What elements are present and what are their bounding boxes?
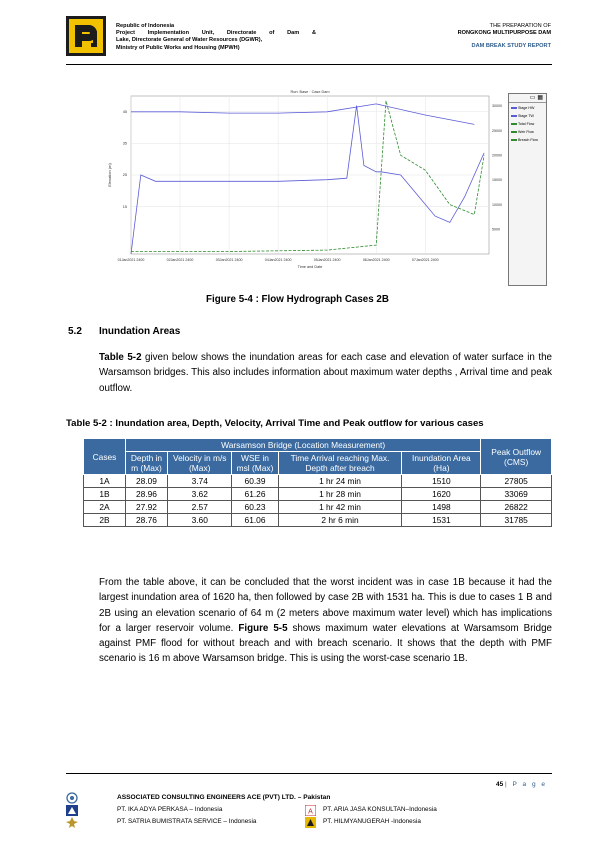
- sbs-logo: [66, 815, 78, 833]
- pu-logo: [66, 16, 106, 56]
- table-row: [84, 475, 552, 488]
- inundation-table: [83, 438, 552, 527]
- header-rule: [66, 64, 552, 65]
- table-icon[interactable]: ▦: [537, 95, 543, 101]
- table-title: Table 5-2 : Inundation area, Depth, Velocity, Arrival Time and Peak outflow for various cases: [66, 418, 484, 429]
- table-cell: 28.76: [125, 514, 167, 527]
- col-peak: Peak Outflow (CMS): [481, 439, 552, 475]
- partner-name: PT. SATRIA BUMISTRATA SERVICE – Indonesia: [117, 818, 257, 825]
- hilmy-logo: [305, 815, 316, 833]
- table-cell: 33069: [481, 488, 552, 501]
- svg-text:A: A: [308, 808, 313, 816]
- table-cell: 3.60: [167, 514, 232, 527]
- client-line: Project Implementation Unit, Directorate of Dam &: [116, 30, 316, 37]
- hydrograph-chart: [99, 86, 542, 284]
- col-cases: Cases: [84, 439, 126, 475]
- col-arrival: Time Arrival reaching Max. Depth after breach: [278, 452, 402, 475]
- table-cell: 1B: [84, 488, 126, 501]
- intro-text: given below shows the inundation areas for each case and elevation of water surface in the Warsamson bridges. This also includes information about maximum water depths , Arrival time and peak outflow.: [99, 352, 552, 394]
- legend-item: [511, 138, 544, 142]
- table-cell: 1A: [84, 475, 126, 488]
- project-line: RONGKONG MULTIPURPOSE DAM: [457, 30, 551, 37]
- y-right-tick-label: 15000: [492, 178, 502, 183]
- figure-ref: Figure 5-5: [238, 622, 288, 634]
- y-right-tick-label: 20000: [492, 153, 502, 158]
- x-tick-label: 04Jan2021 2400: [264, 258, 292, 262]
- client-line: Ministry of Public Works and Housing (MPWH): [116, 44, 240, 51]
- print-icon[interactable]: ▭: [529, 95, 536, 101]
- hydrograph-svg: [99, 86, 542, 284]
- table-ref: Table 5-2: [99, 352, 142, 363]
- page-label: | P a g e: [505, 781, 547, 788]
- x-axis-label: Time and Date: [297, 265, 323, 269]
- partner-name: PT. HILMYANUGERAH -Indonesia: [323, 818, 421, 825]
- table-cell: 28.96: [125, 488, 167, 501]
- legend-label: Stage HW: [518, 106, 535, 110]
- col-area: Inundation Area (Ha): [402, 452, 481, 475]
- intro-paragraph: [99, 350, 552, 396]
- table-cell: 28.09: [125, 475, 167, 488]
- table-cell: 1498: [402, 501, 481, 514]
- legend-item: [511, 130, 544, 134]
- x-tick-label: 07Jan2021 2400: [411, 258, 439, 262]
- client-line: Lake, Directorate General of Water Resources (DGWR),: [116, 37, 263, 44]
- x-tick-label: 05Jan2021 2400: [313, 258, 341, 262]
- x-tick-label: 06Jan2021 2400: [362, 258, 390, 262]
- section-number: 5.2: [68, 326, 82, 337]
- table-cell: 1531: [402, 514, 481, 527]
- x-tick-label: 02Jan2021 2400: [166, 258, 194, 262]
- partner-name: PT. ARIA JASA KONSULTAN–Indonesia: [323, 806, 437, 813]
- legend-label: Stage TW: [518, 114, 534, 118]
- col-velocity: Velocity in m/s (Max): [167, 452, 232, 475]
- y-left-tick-label: 35: [122, 141, 127, 146]
- table-cell: 3.74: [167, 475, 232, 488]
- legend-swatch: [511, 123, 517, 125]
- legend-swatch: [511, 115, 517, 117]
- project-line: THE PREPARATION OF: [489, 23, 551, 29]
- table-cell: 61.06: [232, 514, 278, 527]
- client-line: Republic of Indonesia: [116, 23, 175, 29]
- table-cell: 1620: [402, 488, 481, 501]
- conclusion-text: From the table above, it can be concluded that the worst incident was in case 1B because it had the largest inundation area of 1620 ha, then followed by case 2B with 1531 ha. This is due to cases 1 B and 2B using an elevation scenario of 64 m (2 meters above maximum water level) which has implications for a larger reservoir volume.: [99, 577, 552, 634]
- table-cell: 1 hr 42 min: [278, 501, 402, 514]
- y-right-tick-label: 10000: [492, 202, 502, 207]
- table-cell: 3.62: [167, 488, 232, 501]
- legend-item: [511, 114, 544, 118]
- conclusion-text: shows maximum water elevations at Warsamsom Bridge against PMF flood for without breach and with breach scenario. It shows that the depth with PMF scenario is 16 m above Warsamson bridge. This is using the worst-case scenario 1B.: [99, 622, 552, 665]
- legend-label: Total Flow: [518, 122, 535, 126]
- legend-swatch: [511, 107, 517, 109]
- table-row: [84, 501, 552, 514]
- client-block: [116, 23, 316, 52]
- project-block: [458, 23, 551, 51]
- table-row: [84, 488, 552, 501]
- x-tick-label: 03Jan2021 2400: [215, 258, 243, 262]
- col-depth: Depth in m (Max): [125, 452, 167, 475]
- table-cell: 2A: [84, 501, 126, 514]
- legend-item: [511, 106, 544, 110]
- chart-title: Run: Base · Case Dam: [290, 90, 330, 94]
- table-cell: 1 hr 24 min: [278, 475, 402, 488]
- y-right-tick-label: 5000: [492, 227, 500, 232]
- legend-label: Breach Flow: [518, 138, 538, 142]
- y-right-tick-label: 30000: [492, 104, 502, 109]
- legend-swatch: [511, 131, 517, 133]
- table-cell: 2B: [84, 514, 126, 527]
- conclusion-paragraph: [99, 575, 552, 667]
- doc-name: DAM BREAK STUDY REPORT: [471, 43, 551, 50]
- table-cell: 31785: [481, 514, 552, 527]
- table-cell: 2 hr 6 min: [278, 514, 402, 527]
- y-left-tick-label: 45: [122, 110, 127, 114]
- page-num: 45: [495, 781, 504, 788]
- footer-main-consultant: ASSOCIATED CONSULTING ENGINEERS ACE (PVT) LTD. – Pakistan: [117, 794, 331, 801]
- table-cell: 60.39: [232, 475, 278, 488]
- figure-caption: Figure 5-4 : Flow Hydrograph Cases 2B: [206, 294, 389, 305]
- y-right-tick-label: 25000: [492, 128, 502, 133]
- footer-rule: [66, 773, 552, 774]
- chart-legend: [508, 93, 547, 286]
- table-cell: 27805: [481, 475, 552, 488]
- partner-name: PT. IKA ADYA PERKASA – Indonesia: [117, 806, 223, 813]
- table-cell: 1 hr 28 min: [278, 488, 402, 501]
- y-left-axis-label: Elevation (m): [107, 163, 112, 187]
- group-header: Warsamson Bridge (Location Measurement): [125, 439, 480, 452]
- table-cell: 1510: [402, 475, 481, 488]
- legend-swatch: [511, 139, 517, 141]
- col-wse: WSE in msl (Max): [232, 452, 278, 475]
- table-row: [84, 514, 552, 527]
- table-cell: 60.23: [232, 501, 278, 514]
- table-cell: 61.26: [232, 488, 278, 501]
- table-cell: 26822: [481, 501, 552, 514]
- legend-item: [511, 122, 544, 126]
- y-left-tick-label: 25: [122, 173, 127, 178]
- table-cell: 27.92: [125, 501, 167, 514]
- section-title: Inundation Areas: [99, 326, 181, 337]
- page-number: [496, 781, 547, 788]
- section-heading: [68, 326, 180, 337]
- legend-label: Weir Flow: [518, 130, 534, 134]
- legend-items: [509, 103, 546, 148]
- table-cell: 2.57: [167, 501, 232, 514]
- y-left-tick-label: 15: [122, 204, 127, 209]
- x-tick-label: 01Jan2021 2400: [117, 258, 145, 262]
